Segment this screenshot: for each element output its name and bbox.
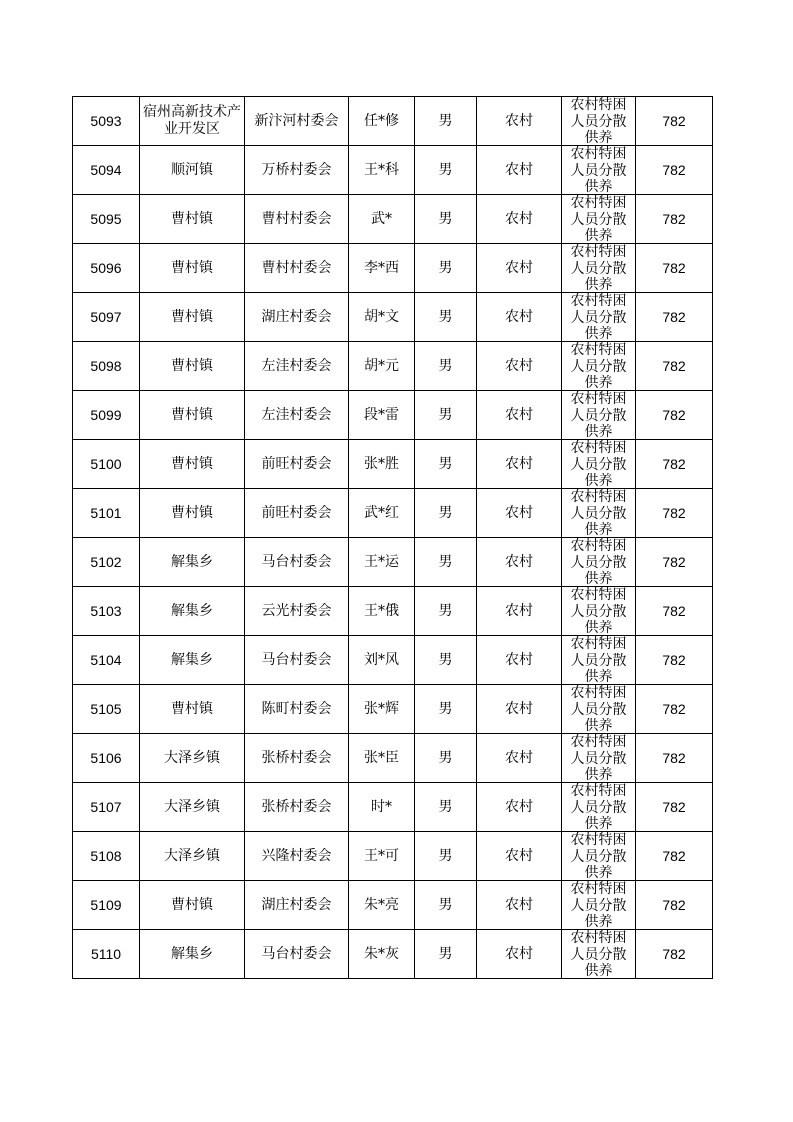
amount-cell: 782	[636, 685, 713, 734]
gender-cell: 男	[415, 195, 477, 244]
village-committee-cell: 张桥村委会	[245, 734, 349, 783]
gender-cell: 男	[415, 97, 477, 146]
village-committee-cell: 湖庄村委会	[245, 293, 349, 342]
village-committee-cell: 前旺村委会	[245, 440, 349, 489]
person-name-cell: 王*俄	[349, 587, 415, 636]
assistance-category-text: 农村特困人员分散供养	[570, 489, 627, 537]
town-cell: 曹村镇	[140, 685, 245, 734]
town-cell: 解集乡	[140, 636, 245, 685]
village-committee-cell: 马台村委会	[245, 538, 349, 587]
amount-cell: 782	[636, 930, 713, 979]
amount-cell: 782	[636, 783, 713, 832]
person-name-cell: 李*西	[349, 244, 415, 293]
table-row	[73, 783, 713, 832]
assistance-category-cell	[562, 440, 636, 489]
table-row	[73, 440, 713, 489]
assistance-category-cell	[562, 342, 636, 391]
person-name-cell: 刘*风	[349, 636, 415, 685]
area-type-cell: 农村	[477, 881, 562, 930]
table-body	[73, 97, 713, 979]
assistance-category-cell	[562, 489, 636, 538]
town-cell: 顺河镇	[140, 146, 245, 195]
gender-cell: 男	[415, 734, 477, 783]
table-row	[73, 685, 713, 734]
town-cell: 大泽乡镇	[140, 783, 245, 832]
table-row	[73, 146, 713, 195]
assistance-category-text: 农村特困人员分散供养	[570, 930, 627, 978]
serial-number-cell: 5108	[73, 832, 140, 881]
person-name-cell: 王*科	[349, 146, 415, 195]
amount-cell: 782	[636, 195, 713, 244]
table-row	[73, 489, 713, 538]
area-type-cell: 农村	[477, 97, 562, 146]
area-type-cell: 农村	[477, 685, 562, 734]
gender-cell: 男	[415, 587, 477, 636]
assistance-category-text: 农村特困人员分散供养	[570, 881, 627, 929]
village-committee-cell: 陈町村委会	[245, 685, 349, 734]
table-row	[73, 636, 713, 685]
amount-cell: 782	[636, 734, 713, 783]
amount-cell: 782	[636, 636, 713, 685]
assistance-category-text: 农村特困人员分散供养	[570, 391, 627, 439]
area-type-cell: 农村	[477, 734, 562, 783]
gender-cell: 男	[415, 489, 477, 538]
amount-cell: 782	[636, 97, 713, 146]
area-type-cell: 农村	[477, 342, 562, 391]
area-type-cell: 农村	[477, 244, 562, 293]
table-row	[73, 538, 713, 587]
area-type-cell: 农村	[477, 832, 562, 881]
assistance-category-cell	[562, 195, 636, 244]
gender-cell: 男	[415, 391, 477, 440]
town-cell: 曹村镇	[140, 881, 245, 930]
table-row	[73, 293, 713, 342]
area-type-cell: 农村	[477, 146, 562, 195]
table-row	[73, 342, 713, 391]
town-cell: 曹村镇	[140, 244, 245, 293]
gender-cell: 男	[415, 636, 477, 685]
assistance-category-text: 农村特困人员分散供养	[570, 146, 627, 194]
assistance-category-cell	[562, 293, 636, 342]
person-name-cell: 张*臣	[349, 734, 415, 783]
assistance-category-text: 农村特困人员分散供养	[570, 440, 627, 488]
town-cell: 解集乡	[140, 587, 245, 636]
area-type-cell: 农村	[477, 293, 562, 342]
person-name-cell: 段*雷	[349, 391, 415, 440]
serial-number-cell: 5109	[73, 881, 140, 930]
amount-cell: 782	[636, 538, 713, 587]
area-type-cell: 农村	[477, 440, 562, 489]
serial-number-cell: 5107	[73, 783, 140, 832]
village-committee-cell: 左洼村委会	[245, 342, 349, 391]
gender-cell: 男	[415, 146, 477, 195]
assistance-category-text: 农村特困人员分散供养	[570, 636, 627, 684]
gender-cell: 男	[415, 244, 477, 293]
person-name-cell: 任*修	[349, 97, 415, 146]
serial-number-cell: 5096	[73, 244, 140, 293]
table-row	[73, 244, 713, 293]
assistance-category-text: 农村特困人员分散供养	[570, 832, 627, 880]
area-type-cell: 农村	[477, 783, 562, 832]
person-name-cell: 朱*灰	[349, 930, 415, 979]
serial-number-cell: 5097	[73, 293, 140, 342]
gender-cell: 男	[415, 685, 477, 734]
gender-cell: 男	[415, 342, 477, 391]
amount-cell: 782	[636, 587, 713, 636]
assistance-category-cell	[562, 783, 636, 832]
serial-number-cell: 5101	[73, 489, 140, 538]
gender-cell: 男	[415, 783, 477, 832]
town-cell: 宿州高新技术产业开发区	[140, 97, 245, 146]
serial-number-cell: 5105	[73, 685, 140, 734]
amount-cell: 782	[636, 489, 713, 538]
town-cell: 大泽乡镇	[140, 832, 245, 881]
table-row	[73, 587, 713, 636]
person-name-cell: 张*辉	[349, 685, 415, 734]
amount-cell: 782	[636, 293, 713, 342]
village-committee-cell: 兴隆村委会	[245, 832, 349, 881]
town-cell: 曹村镇	[140, 440, 245, 489]
table-row	[73, 930, 713, 979]
assistance-category-cell	[562, 587, 636, 636]
assistance-category-cell	[562, 244, 636, 293]
assistance-category-text: 农村特困人员分散供养	[570, 685, 627, 733]
assistance-category-text: 农村特困人员分散供养	[570, 783, 627, 831]
area-type-cell: 农村	[477, 538, 562, 587]
assistance-category-text: 农村特困人员分散供养	[570, 244, 627, 292]
assistance-category-cell	[562, 881, 636, 930]
assistance-category-cell	[562, 930, 636, 979]
village-committee-cell: 云光村委会	[245, 587, 349, 636]
table-row	[73, 97, 713, 146]
person-name-cell: 胡*文	[349, 293, 415, 342]
assistance-category-text: 农村特困人员分散供养	[570, 734, 627, 782]
town-cell: 解集乡	[140, 930, 245, 979]
village-committee-cell: 万桥村委会	[245, 146, 349, 195]
assistance-category-text: 农村特困人员分散供养	[570, 538, 627, 586]
person-name-cell: 王*运	[349, 538, 415, 587]
assistance-category-cell	[562, 685, 636, 734]
person-name-cell: 朱*亮	[349, 881, 415, 930]
village-committee-cell: 新汴河村委会	[245, 97, 349, 146]
amount-cell: 782	[636, 146, 713, 195]
assistance-category-cell	[562, 538, 636, 587]
serial-number-cell: 5099	[73, 391, 140, 440]
assistance-category-text: 农村特困人员分散供养	[570, 195, 627, 243]
table-row	[73, 832, 713, 881]
table-row	[73, 881, 713, 930]
amount-cell: 782	[636, 342, 713, 391]
assistance-category-text: 农村特困人员分散供养	[570, 342, 627, 390]
town-cell: 曹村镇	[140, 489, 245, 538]
town-cell: 曹村镇	[140, 342, 245, 391]
town-cell: 曹村镇	[140, 195, 245, 244]
area-type-cell: 农村	[477, 489, 562, 538]
serial-number-cell: 5098	[73, 342, 140, 391]
village-committee-cell: 前旺村委会	[245, 489, 349, 538]
amount-cell: 782	[636, 881, 713, 930]
assistance-category-cell	[562, 97, 636, 146]
table-row	[73, 734, 713, 783]
village-committee-cell: 马台村委会	[245, 636, 349, 685]
serial-number-cell: 5093	[73, 97, 140, 146]
beneficiary-table	[72, 96, 713, 979]
village-committee-cell: 曹村村委会	[245, 244, 349, 293]
serial-number-cell: 5103	[73, 587, 140, 636]
serial-number-cell: 5106	[73, 734, 140, 783]
amount-cell: 782	[636, 244, 713, 293]
assistance-category-cell	[562, 636, 636, 685]
person-name-cell: 王*可	[349, 832, 415, 881]
assistance-category-text: 农村特困人员分散供养	[570, 293, 627, 341]
table-row	[73, 195, 713, 244]
town-cell: 大泽乡镇	[140, 734, 245, 783]
town-cell: 曹村镇	[140, 293, 245, 342]
serial-number-cell: 5110	[73, 930, 140, 979]
assistance-category-text: 农村特困人员分散供养	[570, 587, 627, 635]
village-committee-cell: 左洼村委会	[245, 391, 349, 440]
area-type-cell: 农村	[477, 195, 562, 244]
person-name-cell: 武*	[349, 195, 415, 244]
village-committee-cell: 曹村村委会	[245, 195, 349, 244]
village-committee-cell: 张桥村委会	[245, 783, 349, 832]
table-row	[73, 391, 713, 440]
assistance-category-cell	[562, 146, 636, 195]
village-committee-cell: 马台村委会	[245, 930, 349, 979]
town-cell: 曹村镇	[140, 391, 245, 440]
amount-cell: 782	[636, 832, 713, 881]
assistance-category-cell	[562, 734, 636, 783]
serial-number-cell: 5102	[73, 538, 140, 587]
person-name-cell: 胡*元	[349, 342, 415, 391]
serial-number-cell: 5104	[73, 636, 140, 685]
gender-cell: 男	[415, 293, 477, 342]
town-cell: 解集乡	[140, 538, 245, 587]
serial-number-cell: 5100	[73, 440, 140, 489]
area-type-cell: 农村	[477, 930, 562, 979]
area-type-cell: 农村	[477, 587, 562, 636]
amount-cell: 782	[636, 391, 713, 440]
area-type-cell: 农村	[477, 636, 562, 685]
gender-cell: 男	[415, 440, 477, 489]
village-committee-cell: 湖庄村委会	[245, 881, 349, 930]
person-name-cell: 张*胜	[349, 440, 415, 489]
area-type-cell: 农村	[477, 391, 562, 440]
assistance-category-cell	[562, 391, 636, 440]
gender-cell: 男	[415, 881, 477, 930]
assistance-category-cell	[562, 832, 636, 881]
gender-cell: 男	[415, 832, 477, 881]
assistance-category-text: 农村特困人员分散供养	[570, 97, 627, 145]
amount-cell: 782	[636, 440, 713, 489]
gender-cell: 男	[415, 930, 477, 979]
serial-number-cell: 5095	[73, 195, 140, 244]
gender-cell: 男	[415, 538, 477, 587]
serial-number-cell: 5094	[73, 146, 140, 195]
person-name-cell: 武*红	[349, 489, 415, 538]
person-name-cell: 时*	[349, 783, 415, 832]
